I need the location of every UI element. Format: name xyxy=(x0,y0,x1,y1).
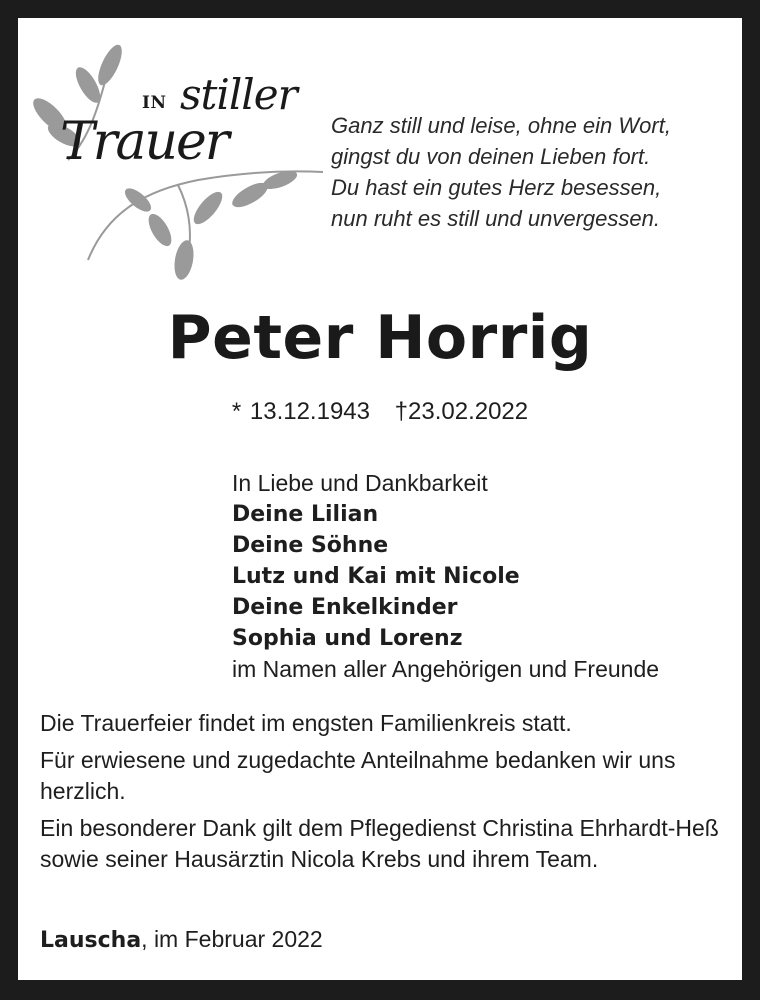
poem-line: nun ruht es still und unvergessen. xyxy=(331,206,660,231)
mourners-block xyxy=(232,468,659,685)
poem-line: Du hast ein gutes Herz besessen, xyxy=(331,175,662,200)
in-stiller-trauer-emblem xyxy=(28,30,328,290)
poem-line: Ganz still und leise, ohne ein Wort, xyxy=(331,113,671,138)
mourner-name: Lutz und Kai mit Nicole xyxy=(232,564,520,589)
closing-date: , im Februar 2022 xyxy=(141,926,323,952)
birth-date: * 13.12.1943 xyxy=(231,398,370,425)
mourner-name: Deine Enkelkinder xyxy=(232,595,458,620)
poem-line: gingst du von deinen Lieben fort. xyxy=(331,144,651,169)
notice-paragraph: Ein besonderer Dank gilt dem Pflegedienst Christina Ehrhardt-Heß sowie seiner Hausärztin Nicola Krebs und ihrem Team. xyxy=(40,815,719,872)
poem xyxy=(331,110,671,234)
life-dates xyxy=(18,398,742,426)
notices xyxy=(40,708,730,881)
mourner-name: Deine Lilian xyxy=(232,502,379,527)
mourners-outro: im Namen aller Angehörigen und Freunde xyxy=(232,656,660,682)
mourner-name: Sophia und Lorenz xyxy=(232,626,463,651)
emblem-stiller-text: stiller xyxy=(180,70,297,119)
closing-place: Lauscha xyxy=(40,928,142,953)
closing-line xyxy=(40,926,323,953)
deceased-name: Peter Horrig xyxy=(167,303,593,373)
mourners-intro: In Liebe und Dankbarkeit xyxy=(232,470,488,496)
emblem-trauer-text: Trauer xyxy=(60,112,228,172)
notice-paragraph: Für erwiesene und zugedachte Anteilnahme bedanken wir uns herzlich. xyxy=(40,747,676,804)
emblem-in-text: IN xyxy=(142,93,167,113)
mourner-name: Deine Söhne xyxy=(232,533,389,558)
obituary-card xyxy=(18,18,742,980)
death-date: †23.02.2022 xyxy=(394,398,529,425)
notice-paragraph: Die Trauerfeier findet im engsten Familienkreis statt. xyxy=(40,710,572,736)
